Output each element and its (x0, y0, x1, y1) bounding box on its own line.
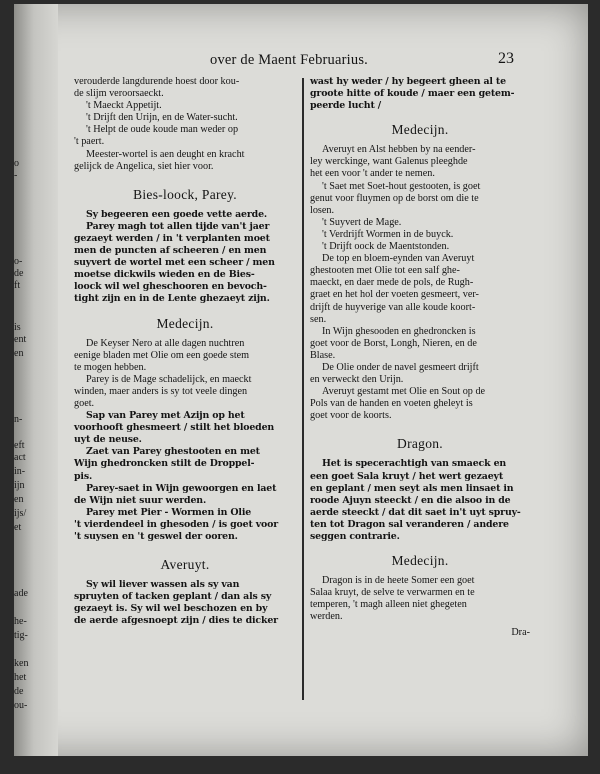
margin-fragment: o- (14, 256, 23, 267)
text-line: verouderde langdurende hoest door kou- (74, 76, 240, 87)
margin-fragment: ou- (14, 700, 28, 711)
margin-fragment: he- (14, 616, 27, 627)
text-line: temperen, 't magh alleen niet ghegeten (310, 599, 467, 611)
text-line: 't Drijft den Urijn, en de Water-sucht. (86, 112, 238, 124)
section-heading: Dragon. (397, 436, 443, 452)
blackletter-line: Sy wil liever wassen als sy van (86, 579, 240, 591)
text-line: Salaa kruyt, de selve te verwarmen en te (310, 587, 475, 599)
blackletter-line: peerde lucht / (310, 100, 382, 112)
margin-fragment: en (14, 348, 24, 359)
blackletter-line: Sy begeeren een goede vette aerde. (86, 208, 267, 220)
text-line: De top en bloem-eynden van Averuyt (322, 253, 475, 265)
blackletter-line: een goet Sala kruyt / het wert gezaeyt (310, 470, 504, 482)
blackletter-line: ten tot Dragon sal veranderen / andere (310, 518, 509, 530)
text-line: ghestooten met Olie tot een salf ghe- (310, 265, 460, 277)
margin-fragment: ft (14, 280, 21, 291)
blackletter-line: seggen contrarie. (310, 531, 400, 542)
margin-fragment: n- (14, 414, 23, 425)
text-line: goet voor de Borst, Longh, Nieren, en de (310, 337, 477, 349)
margin-fragment: is (14, 322, 21, 333)
margin-fragment: ijs/ (14, 508, 27, 519)
margin-fragment: eft (14, 440, 25, 451)
blackletter-line: de aerde afgesnoept zijn / dies te dicker (74, 615, 278, 627)
margin-fragment: tig- (14, 630, 28, 641)
blackletter-line: de Wijn niet suur werden. (74, 494, 207, 506)
text-line: Averuyt en Alst hebben by na eender- (322, 144, 476, 156)
section-heading: Averuyt. (160, 557, 210, 573)
text-line: werden. (310, 611, 343, 623)
blackletter-line: Het is specerachtigh van smaeck en (322, 458, 507, 470)
text-line: te mogen hebben. (74, 361, 147, 373)
blackletter-line: wast hy weder / hy begeert gheen al te (310, 76, 506, 87)
blackletter-line: Wijn ghedroncken stilt de Droppel- (74, 458, 255, 470)
text-line: Pols van de handen en voeten gheleyt is (310, 398, 473, 410)
blackletter-line: uyt de neuse. (74, 434, 142, 446)
text-line: genut voor fluymen op de borst om die te (310, 192, 479, 204)
blackletter-line: roode Ajuyn steeckt / en die alsoo in de (310, 494, 511, 506)
page-number: 23 (498, 50, 514, 67)
blackletter-line: suyvert de wortel met een scheer / men (74, 257, 275, 269)
blackletter-line: Sap van Parey met Azijn op het (86, 410, 245, 422)
margin-fragment: o (14, 158, 19, 169)
blackletter-line: 't vierdendeel in ghesoden / is goet voor (74, 518, 279, 530)
text-line: Parey is de Mage schadelijck, en maeckt (86, 373, 252, 385)
text-line: 't Saet met Soet-hout gestooten, is goet (322, 180, 481, 192)
text-line: maeckt, en daer mede de pols, de Rugh- (310, 277, 474, 289)
right-column (310, 76, 530, 639)
text-line: 't Verdrijft Wormen in de buyck. (322, 228, 454, 240)
text-line: goet. (74, 397, 95, 409)
margin-fragment: het (14, 672, 27, 683)
margin-fragment: ade (14, 588, 28, 599)
text-line: 't Suyvert de Mage. (322, 216, 402, 228)
section-heading: Medecijn. (391, 553, 449, 569)
column-divider (302, 78, 304, 700)
catchword: Dra- (511, 627, 530, 639)
text-line: 't Drijft oock de Maentstonden. (322, 241, 450, 253)
blackletter-line: loock wil wel gheschooren en bevoch- (74, 281, 267, 293)
text-line: de slijm veroorsaeckt. (74, 88, 164, 100)
blackletter-line: Zaet van Parey ghestooten en met (86, 446, 260, 458)
section-heading: Bies-loock, Parey. (133, 186, 237, 202)
blackletter-line: 't suysen en 't geswel der ooren. (74, 531, 238, 542)
facing-page-gutter (14, 4, 58, 756)
margin-fragment: act (14, 452, 26, 463)
book-page (14, 4, 588, 756)
text-line: winden, maer anders is sy tot veele dingen (74, 385, 248, 397)
blackletter-line: Parey magh tot allen tijde van't jaer (86, 220, 270, 232)
blackletter-line: voorhooft ghesmeert / stilt het bloeden (74, 422, 275, 434)
section-heading: Medecijn. (391, 122, 449, 138)
text-line: Averuyt gestamt met Olie en Sout op de (322, 386, 486, 398)
margin-fragment: de (14, 686, 24, 697)
margin-fragment: ent (14, 334, 27, 345)
blackletter-line: gezaeyt is. Sy wil wel beschozen en by (74, 603, 268, 615)
margin-fragment: de (14, 268, 24, 279)
margin-fragment: ken (14, 658, 29, 669)
text-line: Meester-wortel is aen deught en kracht (86, 148, 245, 160)
margin-fragment: en (14, 494, 24, 505)
text-line: In Wijn ghesooden en ghedroncken is (322, 325, 476, 337)
left-column (74, 76, 296, 627)
blackletter-line: spruyten of tacken geplant / dan als sy (74, 591, 272, 603)
margin-fragment: in- (14, 466, 26, 477)
text-line: eenige bladen met Olie om een goede stem (74, 349, 250, 361)
running-title: over de Maent Februarius. (210, 52, 369, 68)
text-line: sen. (310, 313, 327, 325)
blackletter-line: groote hitte of koude / maer een getem- (310, 88, 515, 100)
text-line: Blase. (310, 349, 336, 361)
margin-fragment: - (14, 170, 18, 181)
blackletter-line: tight zijn en in de Lente ghezaeyt zijn. (74, 293, 270, 305)
text-line: en verweckt den Urijn. (310, 374, 404, 386)
blackletter-line: aerde steeckt / dat dit saet in't uyt spruy- (310, 506, 521, 518)
margin-fragment: et (14, 522, 22, 533)
text-line: ley werckinge, want Galenus pleeghde (310, 156, 468, 168)
text-line: Dragon is in de heete Somer een goet (322, 575, 475, 587)
blackletter-line: en geplant / men seyt als men linsaet in (310, 482, 514, 494)
blackletter-line: Parey-saet in Wijn gewoorgen en laet (86, 482, 277, 494)
margin-fragment: ijn (14, 480, 25, 491)
text-line: drijft de huyverige van alle koude koort- (310, 301, 476, 313)
blackletter-line: pis. (74, 470, 93, 482)
blackletter-line: men de puncten af scheeren / en men (74, 245, 267, 257)
blackletter-line: gezaeyt werden / in 't verplanten moet (74, 232, 270, 244)
blackletter-line: moetse dickwils wieden en de Bies- (74, 269, 255, 281)
text-line: De Olie onder de navel gesmeert drijft (322, 361, 479, 373)
text-line: losen. (310, 204, 335, 216)
text-line: gelijck de Angelica, siet hier voor. (74, 160, 214, 172)
section-heading: Medecijn. (156, 315, 214, 331)
text-line: 't Helpt de oude koude man weder op (86, 124, 239, 136)
text-line: 't paert. (74, 136, 105, 148)
text-line: het een voor 't ander te nemen. (310, 168, 435, 180)
text-line: 't Maeckt Appetijt. (86, 100, 162, 112)
blackletter-line: Parey met Pier - Wormen in Olie (86, 506, 252, 518)
text-line: De Keyser Nero at alle dagen nuchtren (86, 337, 245, 349)
text-line: goet voor de koorts. (310, 410, 392, 422)
text-line: graet en het hol der voeten gesmeert, ver- (310, 289, 479, 301)
